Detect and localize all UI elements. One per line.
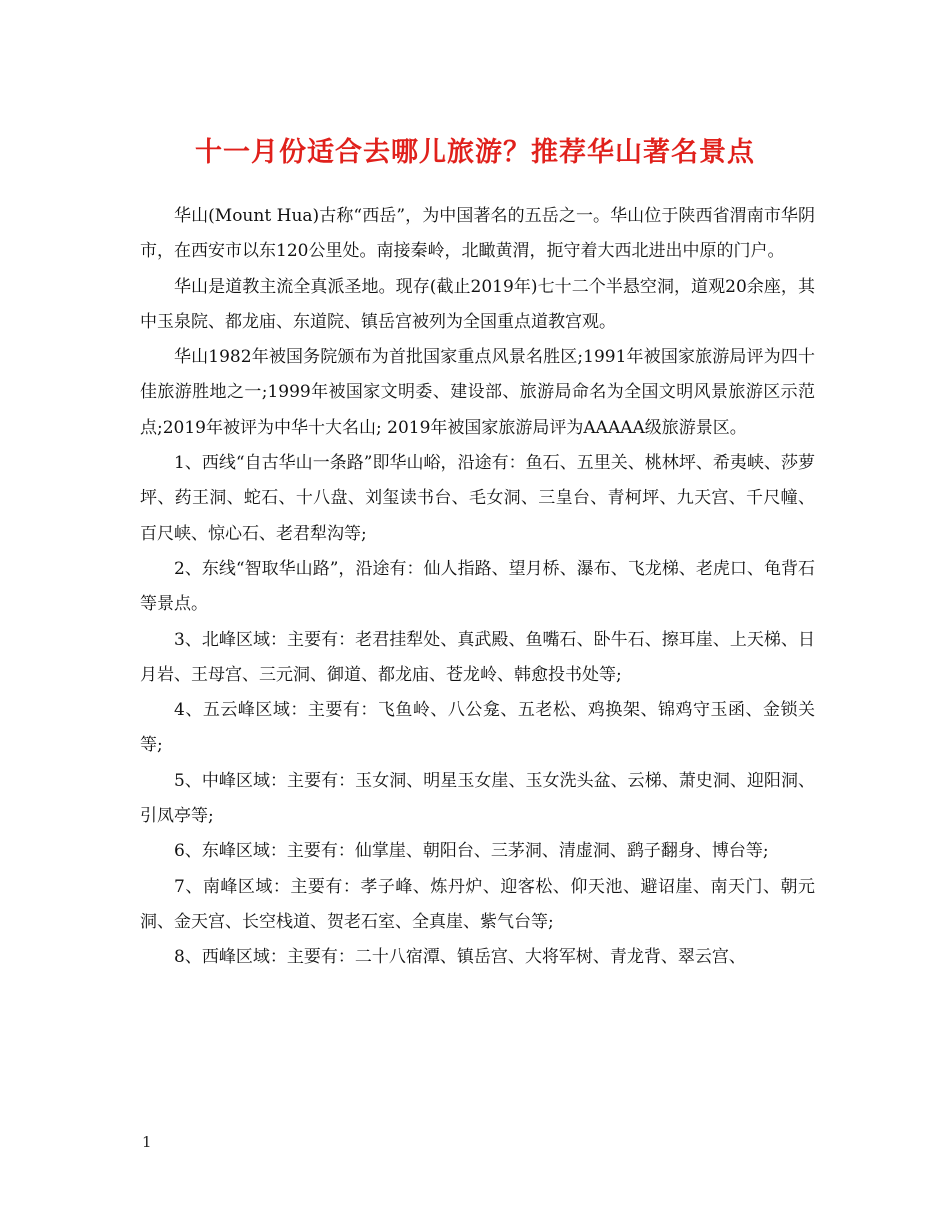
paragraph-west-route: 1、西线“自古华山一条路”即华山峪，沿途有：鱼石、五里关、桃林坪、希夷峡、莎萝坪、药王洞、蛇石、十八盘、刘玺读书台、毛女洞、三皇台、青柯坪、九天宫、千尺幢、百尺峡、惊心石、老君犁沟等; [140,453,815,544]
paragraph-wuyun-peak: 4、五云峰区域：主要有：飞鱼岭、八公龛、五老松、鸡换架、锦鸡守玉函、金锁关等; [140,700,815,756]
paragraph-south-peak: 7、南峰区域：主要有：孝子峰、炼丹炉、迎客松、仰天池、避诏崖、南天门、朝元洞、金天宫、长空栈道、贺老石室、全真崖、紫气台等; [140,876,815,932]
document-title: 十一月份适合去哪儿旅游？推荐华山著名景点 [195,137,755,168]
paragraph-honors: 华山1982年被国务院颁布为首批国家重点风景名胜区;1991年被国家旅游局评为四十佳旅游胜地之一;1999年被国家文明委、建设部、旅游局命名为全国文明风景旅游区示范点;2019年被评为中华十大名山; 2019年被国家旅游局评为AAAAA级旅游景区。 [140,347,815,438]
paragraph-east-peak: 6、东峰区域：主要有：仙掌崖、朝阳台、三茅洞、清虚洞、鹞子翻身、博台等; [174,841,769,862]
paragraph-west-peak: 8、西峰区域：主要有：二十八宿潭、镇岳宫、大将军树、青龙背、翠云宫、 [174,947,746,968]
paragraph-taoism: 华山是道教主流全真派圣地。现存(截止2019年)七十二个半悬空洞，道观20余座，其中玉泉院、都龙庙、东道院、镇岳宫被列为全国重点道教宫观。 [140,276,815,332]
page-number: 1 [142,1133,152,1151]
document-body [140,199,815,976]
paragraph-north-peak: 3、北峰区域：主要有：老君挂犁处、真武殿、鱼嘴石、卧牛石、擦耳崖、上天梯、日月岩、王母宫、三元洞、御道、都龙庙、苍龙岭、韩愈投书处等; [140,629,815,685]
paragraph-east-route: 2、东线“智取华山路”，沿途有：仙人指路、望月桥、瀑布、飞龙梯、老虎口、龟背石等景点。 [140,558,815,615]
paragraph-middle-peak: 5、中峰区域：主要有：玉女洞、明星玉女崖、玉女洗头盆、云梯、萧史洞、迎阳洞、引凤亭等; [140,770,815,827]
paragraph-intro: 华山(Mount Hua)古称“西岳”，为中国著名的五岳之一。华山位于陕西省渭南市华阴市，在西安市以东120公里处。南接秦岭，北瞰黄渭，扼守着大西北进出中原的门户。 [140,206,815,262]
